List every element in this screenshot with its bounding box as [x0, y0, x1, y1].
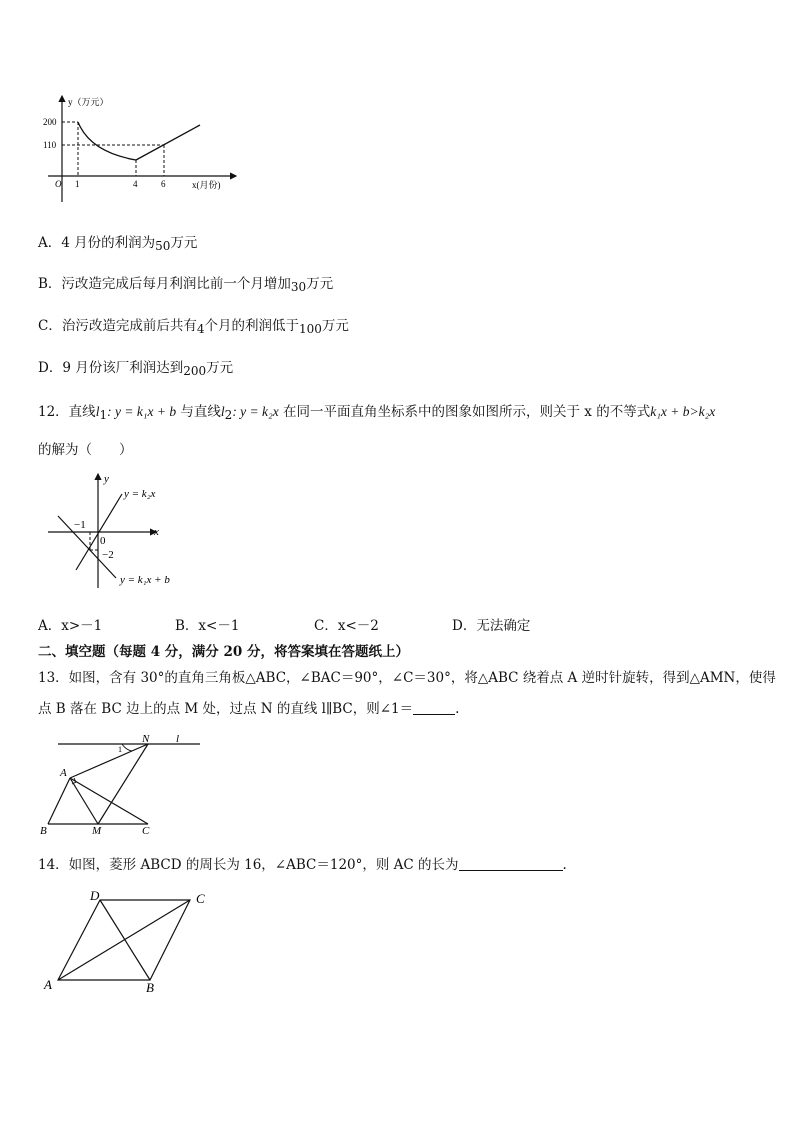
q12-origin: 0 [100, 535, 106, 547]
graph1-curve [78, 122, 136, 160]
q13-label-B: B [40, 825, 47, 837]
profit-graph [38, 92, 248, 210]
q14-stem: 14．如图，菱形 ABCD 的周长为 16，∠ABC＝120°，则 AC 的长为 . [38, 857, 567, 873]
q12-option-b: B．x<－1 [175, 618, 240, 634]
q13-label-N: N [142, 733, 150, 745]
q13-label-l: l [176, 733, 180, 745]
q11-option-b: B．污改造完成后每月利润比前一个月增加30万元 [38, 276, 334, 294]
section-heading: 二、填空题（每题 4 分，满分 20 分，将答案填在答题纸上） [38, 644, 409, 660]
q14-label-D: D [90, 888, 100, 903]
q14-answer-blank[interactable] [459, 858, 563, 871]
q11-option-d: D．9 月份该厂利润达到200万元 [38, 360, 234, 378]
q11-option-c: C．治污改造完成前后共有4个月的利润低于100万元 [38, 318, 349, 336]
graph1-xtick-1: 1 [75, 179, 80, 189]
q14-diagonal-bd [100, 900, 150, 980]
q14-figure [40, 886, 220, 996]
q12-line-k1 [58, 516, 116, 578]
q12-graph [44, 470, 194, 592]
q14-label-A: A [44, 977, 52, 992]
graph1-y-label: y（万元） [68, 97, 109, 107]
q12-tick-neg2: −2 [102, 549, 114, 561]
q12-option-d: D．无法确定 [452, 618, 531, 634]
graph1-origin: O [55, 179, 62, 189]
q12-option-a: A．x>－1 [38, 618, 103, 634]
q12-stem-2: 的解为（ ） [38, 442, 133, 458]
q12-y-label: y [104, 473, 109, 485]
q12-label-k1: y = k₁x + b [120, 574, 170, 586]
graph1-ytick-200: 200 [43, 117, 57, 127]
q13-label-A: A [60, 767, 67, 779]
q13-label-M: M [92, 825, 102, 837]
q12-tick-neg1: −1 [74, 519, 86, 531]
q13-label-1: 1 [118, 745, 122, 754]
q14-label-B: B [146, 980, 154, 995]
q12-x-label: x [154, 526, 159, 538]
graph1-line [136, 125, 200, 160]
q12-option-c: C．x<－2 [314, 618, 379, 634]
graph1-ytick-110: 110 [43, 140, 57, 150]
graph1-xtick-4: 4 [133, 179, 138, 189]
q11-option-a: A．4 月份的利润为50万元 [38, 235, 198, 253]
q13-stem-2: 点 B 落在 BC 边上的点 M 处，过点 N 的直线 l∥BC，则∠1＝ . [38, 701, 460, 717]
q13-figure [36, 730, 206, 838]
graph1-xtick-6: 6 [161, 179, 166, 189]
q13-stem: 13．如图，含有 30°的直角三角板△ABC，∠BAC＝90°，∠C＝30°，将△ABC 绕着点 A 逆时针旋转，得到△AMN，使得 [38, 670, 776, 686]
graph1-x-label: x(月份) [192, 180, 221, 190]
q13-answer-blank[interactable] [413, 702, 455, 715]
q13-label-C: C [142, 825, 150, 837]
q12-label-k2: y = k₂x [124, 488, 156, 500]
q12-stem: 12．直线l1: y = k₁x + b 与直线l2: y = k₂x 在同一平面直角坐标系中的图象如图所示，则关于 x 的不等式k₁x + b>k₂x [38, 404, 716, 422]
q14-label-C: C [196, 891, 205, 906]
